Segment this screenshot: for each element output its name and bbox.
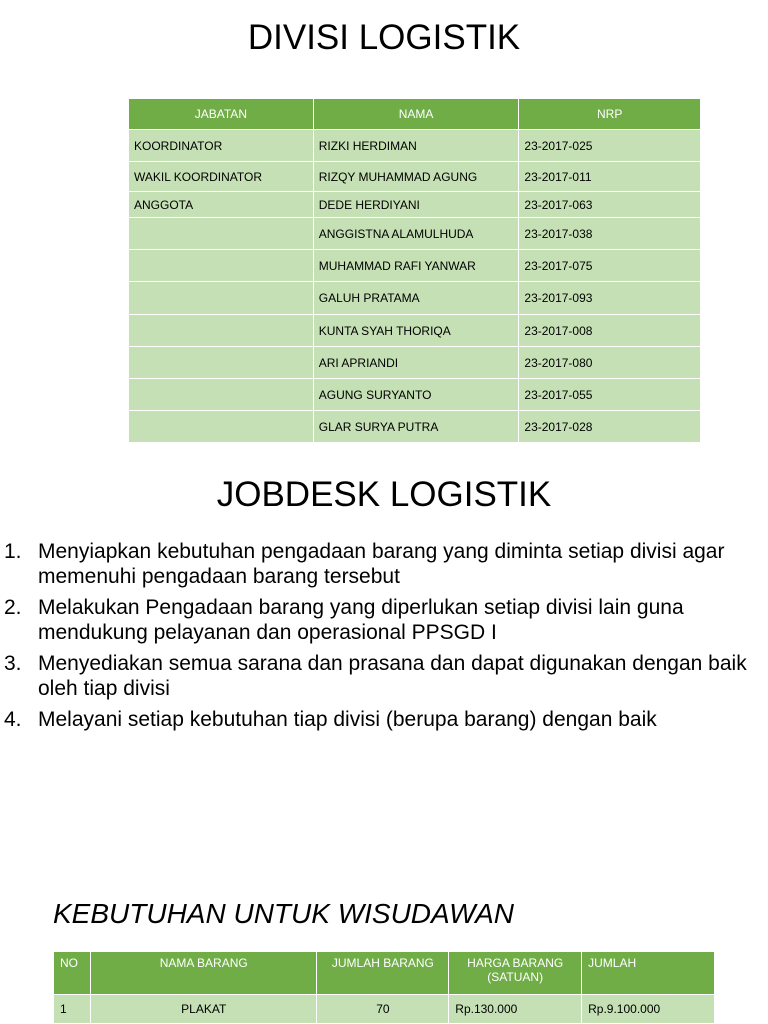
- cell-no: 1: [54, 995, 91, 1024]
- cell-nrp: 23-2017-038: [519, 218, 701, 250]
- cell-jabatan: [129, 250, 314, 282]
- cell-harga: Rp.130.000: [449, 995, 582, 1024]
- cell-nama: RIZKI HERDIMAN: [313, 130, 519, 162]
- header-nama: NAMA: [313, 99, 519, 130]
- cell-nama-barang: PLAKAT: [90, 995, 317, 1024]
- cell-nrp: 23-2017-075: [519, 250, 701, 282]
- cell-nama: GLAR SURYA PUTRA: [313, 411, 519, 443]
- header-no: NO: [54, 952, 91, 995]
- table-row: [129, 162, 701, 192]
- table-row: [129, 192, 701, 218]
- table-row: [129, 315, 701, 347]
- cell-nama: DEDE HERDIYANI: [313, 192, 519, 218]
- cell-jabatan: [129, 218, 314, 250]
- table-row: [129, 218, 701, 250]
- list-number: 3.: [4, 652, 22, 675]
- list-text: Menyediakan semua sarana dan prasana dan dapat digunakan dengan baik oleh tiap divisi: [38, 652, 747, 700]
- list-text: Melayani setiap kebutuhan tiap divisi (berupa barang) dengan baik: [38, 708, 657, 731]
- list-item: [0, 540, 760, 589]
- list-item: [0, 652, 760, 701]
- cell-jumlah: Rp.9.100.000: [582, 995, 715, 1024]
- list-item: [0, 596, 760, 645]
- cell-nama: MUHAMMAD RAFI YANWAR: [313, 250, 519, 282]
- header-nama-barang: NAMA BARANG: [90, 952, 317, 995]
- cell-nrp: 23-2017-028: [519, 411, 701, 443]
- cell-nama: ARI APRIANDI: [313, 347, 519, 379]
- cell-nama: RIZQY MUHAMMAD AGUNG: [313, 162, 519, 192]
- cell-jabatan: [129, 411, 314, 443]
- cell-jabatan: KOORDINATOR: [129, 130, 314, 162]
- header-jumlah: JUMLAH: [582, 952, 715, 995]
- jobdesk-list: [0, 540, 760, 740]
- table-row: [129, 282, 701, 315]
- cell-jabatan: [129, 315, 314, 347]
- cell-jumlah-barang: 70: [317, 995, 449, 1024]
- cell-nama: GALUH PRATAMA: [313, 282, 519, 315]
- section-title-jobdesk: JOBDESK LOGISTIK: [216, 475, 552, 514]
- table-row: [54, 995, 715, 1024]
- header-harga-barang: HARGA BARANG (SATUAN): [449, 952, 582, 995]
- team-table: [128, 98, 701, 443]
- cell-nrp: 23-2017-025: [519, 130, 701, 162]
- table-row: [129, 130, 701, 162]
- cell-nrp: 23-2017-093: [519, 282, 701, 315]
- list-number: 2.: [4, 596, 22, 619]
- cell-nrp: 23-2017-063: [519, 192, 701, 218]
- table-row: [129, 379, 701, 411]
- header-nrp: NRP: [519, 99, 701, 130]
- cell-jabatan: WAKIL KOORDINATOR: [129, 162, 314, 192]
- table-header-row: [54, 952, 715, 995]
- cell-jabatan: [129, 347, 314, 379]
- cell-nrp: 23-2017-011: [519, 162, 701, 192]
- needs-table: [53, 951, 715, 1024]
- list-text: Melakukan Pengadaan barang yang diperlukan setiap divisi lain guna mendukung pelayanan dan operasional PPSGD I: [38, 596, 684, 644]
- list-item: [0, 708, 760, 733]
- cell-jabatan: [129, 282, 314, 315]
- header-jumlah-barang: JUMLAH BARANG: [317, 952, 449, 995]
- header-jabatan: JABATAN: [129, 99, 314, 130]
- cell-nama: AGUNG SURYANTO: [313, 379, 519, 411]
- cell-jabatan: ANGGOTA: [129, 192, 314, 218]
- cell-nama: KUNTA SYAH THORIQA: [313, 315, 519, 347]
- section-title-kebutuhan: KEBUTUHAN UNTUK WISUDAWAN: [53, 898, 515, 929]
- cell-jabatan: [129, 379, 314, 411]
- page-title: DIVISI LOGISTIK: [247, 18, 521, 57]
- table-row: [129, 250, 701, 282]
- cell-nrp: 23-2017-080: [519, 347, 701, 379]
- list-number: 4.: [4, 708, 22, 731]
- cell-nrp: 23-2017-008: [519, 315, 701, 347]
- list-text: Menyiapkan kebutuhan pengadaan barang yang diminta setiap divisi agar memenuhi pengadaan barang tersebut: [38, 540, 725, 588]
- table-header-row: [129, 99, 701, 130]
- list-number: 1.: [4, 540, 22, 563]
- table-row: [129, 411, 701, 443]
- table-row: [129, 347, 701, 379]
- cell-nama: ANGGISTNA ALAMULHUDA: [313, 218, 519, 250]
- cell-nrp: 23-2017-055: [519, 379, 701, 411]
